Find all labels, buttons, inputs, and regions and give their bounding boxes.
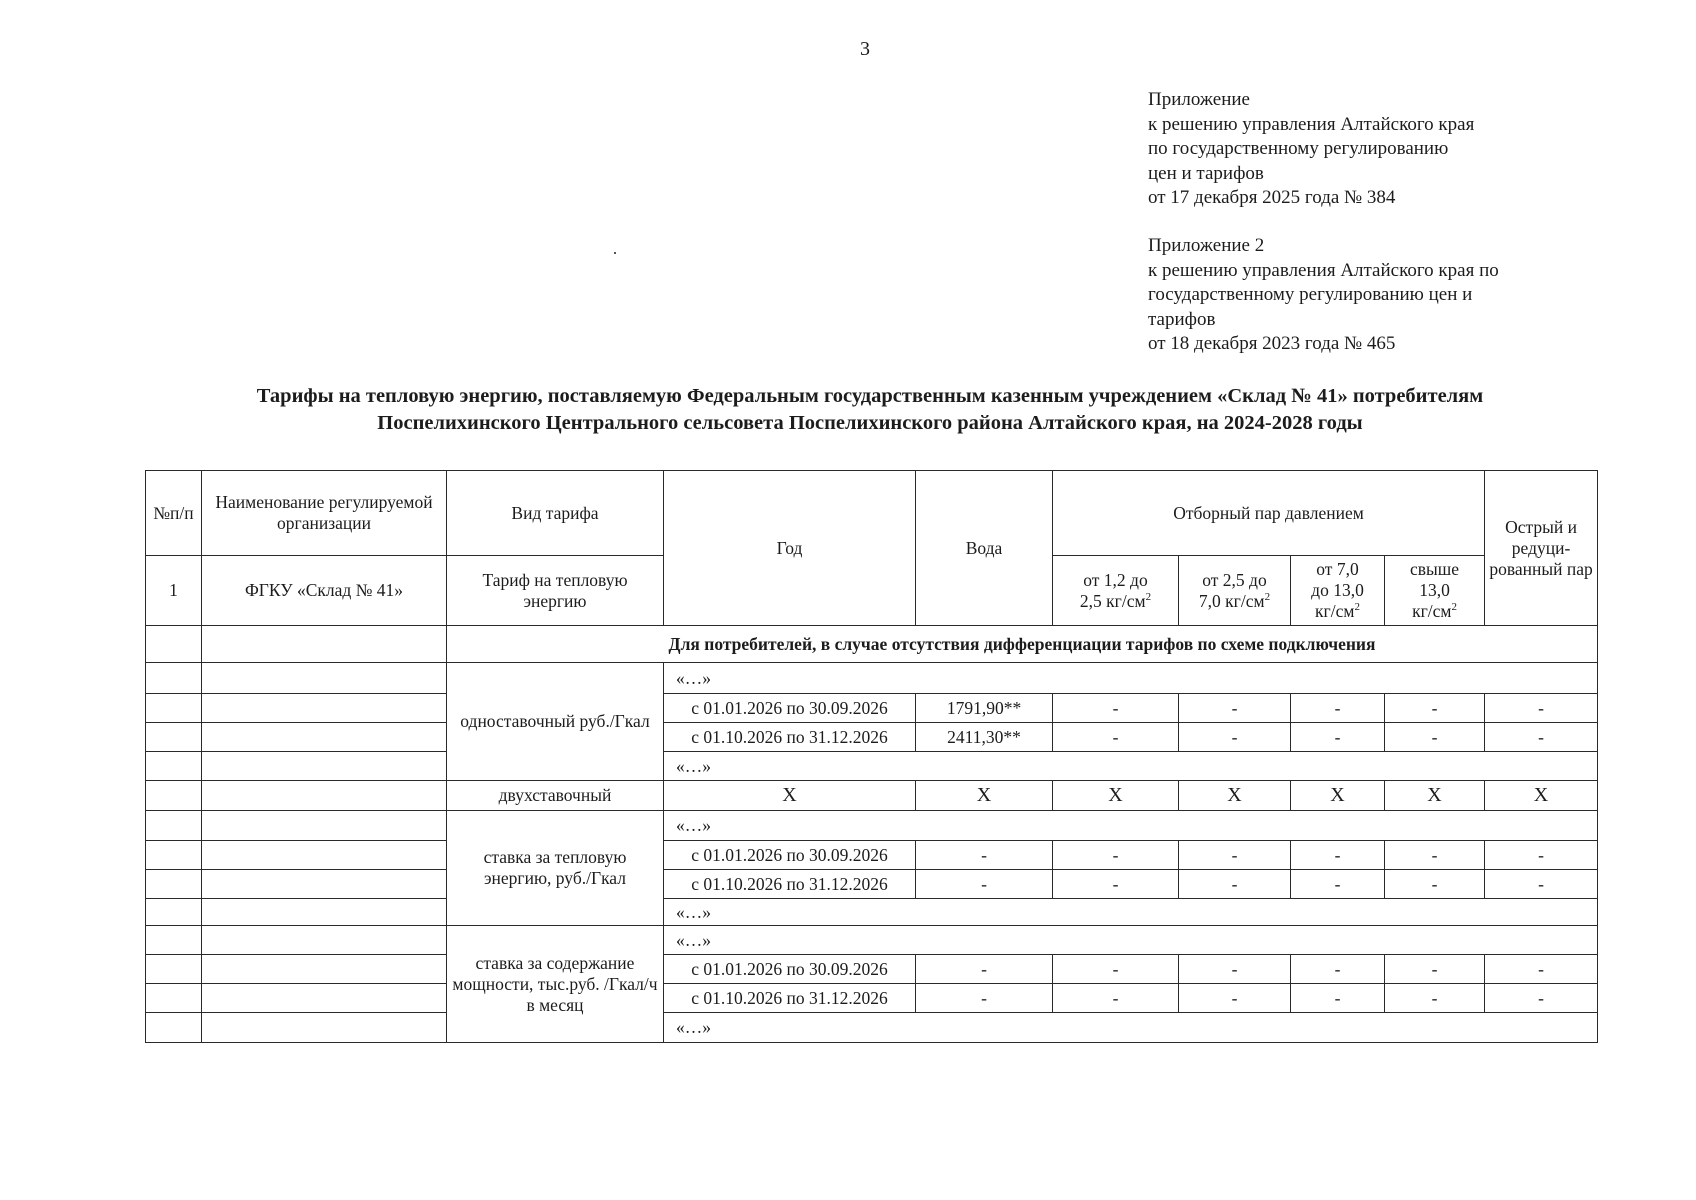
tariff-table xyxy=(145,470,1598,1043)
title-line: Тарифы на тепловую энергию, поставляемую Федеральным государственным казенным учреждением «Склад № 41» потребителям xyxy=(256,385,1484,407)
value-cell: - xyxy=(1053,955,1179,984)
period-cell: с 01.01.2026 по 30.09.2026 xyxy=(664,841,916,870)
two-part-label: двухставочный xyxy=(447,781,664,811)
empty-cell xyxy=(146,752,202,781)
x-cell: X xyxy=(1485,781,1598,811)
table-row xyxy=(146,723,1598,752)
ellipsis-cell: «…» xyxy=(664,811,1598,841)
annex-1-line: от 17 декабря 2025 года № 384 xyxy=(1148,187,1396,208)
annex-1-line: цен и тарифов xyxy=(1148,162,1264,184)
value-cell: - xyxy=(1179,870,1291,899)
water-value: - xyxy=(916,870,1053,899)
x-cell: X xyxy=(916,781,1053,811)
value-cell: - xyxy=(1291,870,1385,899)
table-row xyxy=(146,899,1598,926)
value-cell: - xyxy=(1385,870,1485,899)
x-cell: X xyxy=(1179,781,1291,811)
group-label-one-part: одноставочный руб./Гкал xyxy=(447,663,664,781)
superscript: 2 xyxy=(1451,601,1457,614)
period-cell: с 01.10.2026 по 31.12.2026 xyxy=(664,870,916,899)
annex-1-line: Приложение xyxy=(1148,89,1250,110)
cell-text: свыше xyxy=(1410,559,1460,579)
group-label-capacity-rate: ставка за содержание мощности, тыс.руб. /Гкал/ч в месяц xyxy=(447,926,664,1043)
cell-text: до 13,0 xyxy=(1311,580,1364,600)
table-row xyxy=(146,811,1598,841)
empty-cell xyxy=(146,723,202,752)
cell-text: 2,5 кг/см xyxy=(1079,590,1146,611)
table-row xyxy=(146,926,1598,955)
annex-2-line: государственному регулированию цен и xyxy=(1148,284,1473,305)
header-steam: Отборный пар давлением xyxy=(1053,471,1485,556)
empty-cell xyxy=(202,899,447,926)
empty-cell xyxy=(146,1013,202,1043)
value-cell: - xyxy=(1179,841,1291,870)
value-cell: - xyxy=(1485,694,1598,723)
empty-cell xyxy=(146,841,202,870)
water-value: 1791,90** xyxy=(916,694,1053,723)
cell-text: 7,0 кг/см xyxy=(1198,590,1265,611)
period-cell: с 01.10.2026 по 31.12.2026 xyxy=(664,723,916,752)
annex-2-line: тарифов xyxy=(1148,308,1216,330)
empty-cell xyxy=(146,781,202,811)
page-number: 3 xyxy=(860,38,870,60)
empty-cell xyxy=(146,870,202,899)
cell-text: от 2,5 до xyxy=(1202,569,1267,590)
value-cell: - xyxy=(1385,694,1485,723)
superscript: 2 xyxy=(1354,601,1360,614)
empty-cell xyxy=(202,841,447,870)
section-header: Для потребителей, в случае отсутствия дифференциации тарифов по схеме подключения xyxy=(447,626,1598,663)
ellipsis-cell: «…» xyxy=(664,752,1598,781)
empty-cell xyxy=(202,955,447,984)
empty-cell xyxy=(146,626,202,663)
section-row xyxy=(146,626,1598,663)
superscript: 2 xyxy=(1145,590,1152,603)
value-cell: - xyxy=(1385,723,1485,752)
ellipsis-cell: «…» xyxy=(664,926,1598,955)
value-cell: - xyxy=(1385,955,1485,984)
value-cell: - xyxy=(1179,955,1291,984)
value-cell: - xyxy=(1053,694,1179,723)
table-row xyxy=(146,752,1598,781)
table-row xyxy=(146,663,1598,694)
header-row xyxy=(146,471,1598,556)
value-cell: - xyxy=(1385,984,1485,1013)
cell-text: кг/см xyxy=(1412,601,1452,621)
value-cell: - xyxy=(1291,955,1385,984)
empty-cell xyxy=(202,1013,447,1043)
table-row xyxy=(146,1013,1598,1043)
org-row-name: ФГКУ «Склад № 41» xyxy=(202,556,447,626)
table-row xyxy=(146,694,1598,723)
header-water: Вода xyxy=(916,471,1053,626)
empty-cell xyxy=(146,955,202,984)
value-cell: - xyxy=(1291,694,1385,723)
header-steam-col-2 xyxy=(1179,556,1291,626)
value-cell: - xyxy=(1291,984,1385,1013)
empty-cell xyxy=(202,626,447,663)
empty-cell xyxy=(146,694,202,723)
value-cell: - xyxy=(1485,870,1598,899)
table-row xyxy=(146,841,1598,870)
empty-cell xyxy=(202,870,447,899)
header-steam-col-1 xyxy=(1053,556,1179,626)
value-cell: - xyxy=(1179,694,1291,723)
value-cell: - xyxy=(1053,841,1179,870)
annex-2-line: к решению управления Алтайского края по xyxy=(1148,259,1499,281)
table-row xyxy=(146,781,1598,811)
annex-2-line: Приложение 2 xyxy=(1148,235,1265,256)
cell-text: от 7,0 xyxy=(1316,559,1359,579)
stray-dot xyxy=(614,252,616,254)
superscript: 2 xyxy=(1264,590,1271,603)
header-num: №п/п xyxy=(146,471,202,556)
value-cell: - xyxy=(1385,841,1485,870)
cell-text: от 1,2 до xyxy=(1083,569,1148,590)
value-cell: - xyxy=(1485,955,1598,984)
header-sharp-steam: Острый и редуци-рованный пар xyxy=(1485,471,1598,626)
period-cell: с 01.10.2026 по 31.12.2026 xyxy=(664,984,916,1013)
empty-cell xyxy=(202,781,447,811)
empty-cell xyxy=(146,899,202,926)
org-row-type: Тариф на тепловую энергию xyxy=(447,556,664,626)
header-org: Наименование регулируемой организации xyxy=(202,471,447,556)
value-cell: - xyxy=(1053,984,1179,1013)
x-cell: X xyxy=(1053,781,1179,811)
empty-cell xyxy=(146,984,202,1013)
value-cell: - xyxy=(1291,723,1385,752)
ellipsis-cell: «…» xyxy=(664,663,1598,694)
table-row xyxy=(146,955,1598,984)
org-row-num: 1 xyxy=(146,556,202,626)
value-cell: - xyxy=(1179,723,1291,752)
empty-cell xyxy=(146,811,202,841)
header-type: Вид тарифа xyxy=(447,471,664,556)
value-cell: - xyxy=(1053,723,1179,752)
ellipsis-cell: «…» xyxy=(664,899,1598,926)
x-cell: X xyxy=(1291,781,1385,811)
header-steam-col-4 xyxy=(1385,556,1485,626)
table-row xyxy=(146,984,1598,1013)
period-cell: с 01.01.2026 по 30.09.2026 xyxy=(664,955,916,984)
water-value: 2411,30** xyxy=(916,723,1053,752)
empty-cell xyxy=(202,926,447,955)
header-year: Год xyxy=(664,471,916,626)
cell-text: кг/см xyxy=(1315,601,1355,621)
table-row xyxy=(146,870,1598,899)
empty-cell xyxy=(146,926,202,955)
annex-1 xyxy=(1148,88,1474,211)
annex-1-line: к решению управления Алтайского края xyxy=(1148,113,1475,135)
empty-cell xyxy=(146,663,202,694)
empty-cell xyxy=(202,694,447,723)
title-line: Поспелихинского Центрального сельсовета Поспелихинского района Алтайского края, на 2024-2028 годы xyxy=(377,412,1363,434)
value-cell: - xyxy=(1053,870,1179,899)
empty-cell xyxy=(202,723,447,752)
document-title xyxy=(135,383,1605,437)
water-value: - xyxy=(916,984,1053,1013)
empty-cell xyxy=(202,984,447,1013)
value-cell: - xyxy=(1485,841,1598,870)
water-value: - xyxy=(916,841,1053,870)
cell-text: 13,0 xyxy=(1419,580,1450,600)
x-cell: X xyxy=(664,781,916,811)
annex-2 xyxy=(1148,234,1499,357)
value-cell: - xyxy=(1179,984,1291,1013)
empty-cell xyxy=(202,752,447,781)
header-steam-col-3 xyxy=(1291,556,1385,626)
annex-1-line: по государственному регулированию xyxy=(1148,138,1449,159)
empty-cell xyxy=(202,663,447,694)
water-value: - xyxy=(916,955,1053,984)
annex-2-line: от 18 декабря 2023 года № 465 xyxy=(1148,333,1396,354)
group-label-heat-rate: ставка за тепловую энергию, руб./Гкал xyxy=(447,811,664,926)
value-cell: - xyxy=(1485,723,1598,752)
x-cell: X xyxy=(1385,781,1485,811)
value-cell: - xyxy=(1485,984,1598,1013)
empty-cell xyxy=(202,811,447,841)
ellipsis-cell: «…» xyxy=(664,1013,1598,1043)
value-cell: - xyxy=(1291,841,1385,870)
period-cell: с 01.01.2026 по 30.09.2026 xyxy=(664,694,916,723)
